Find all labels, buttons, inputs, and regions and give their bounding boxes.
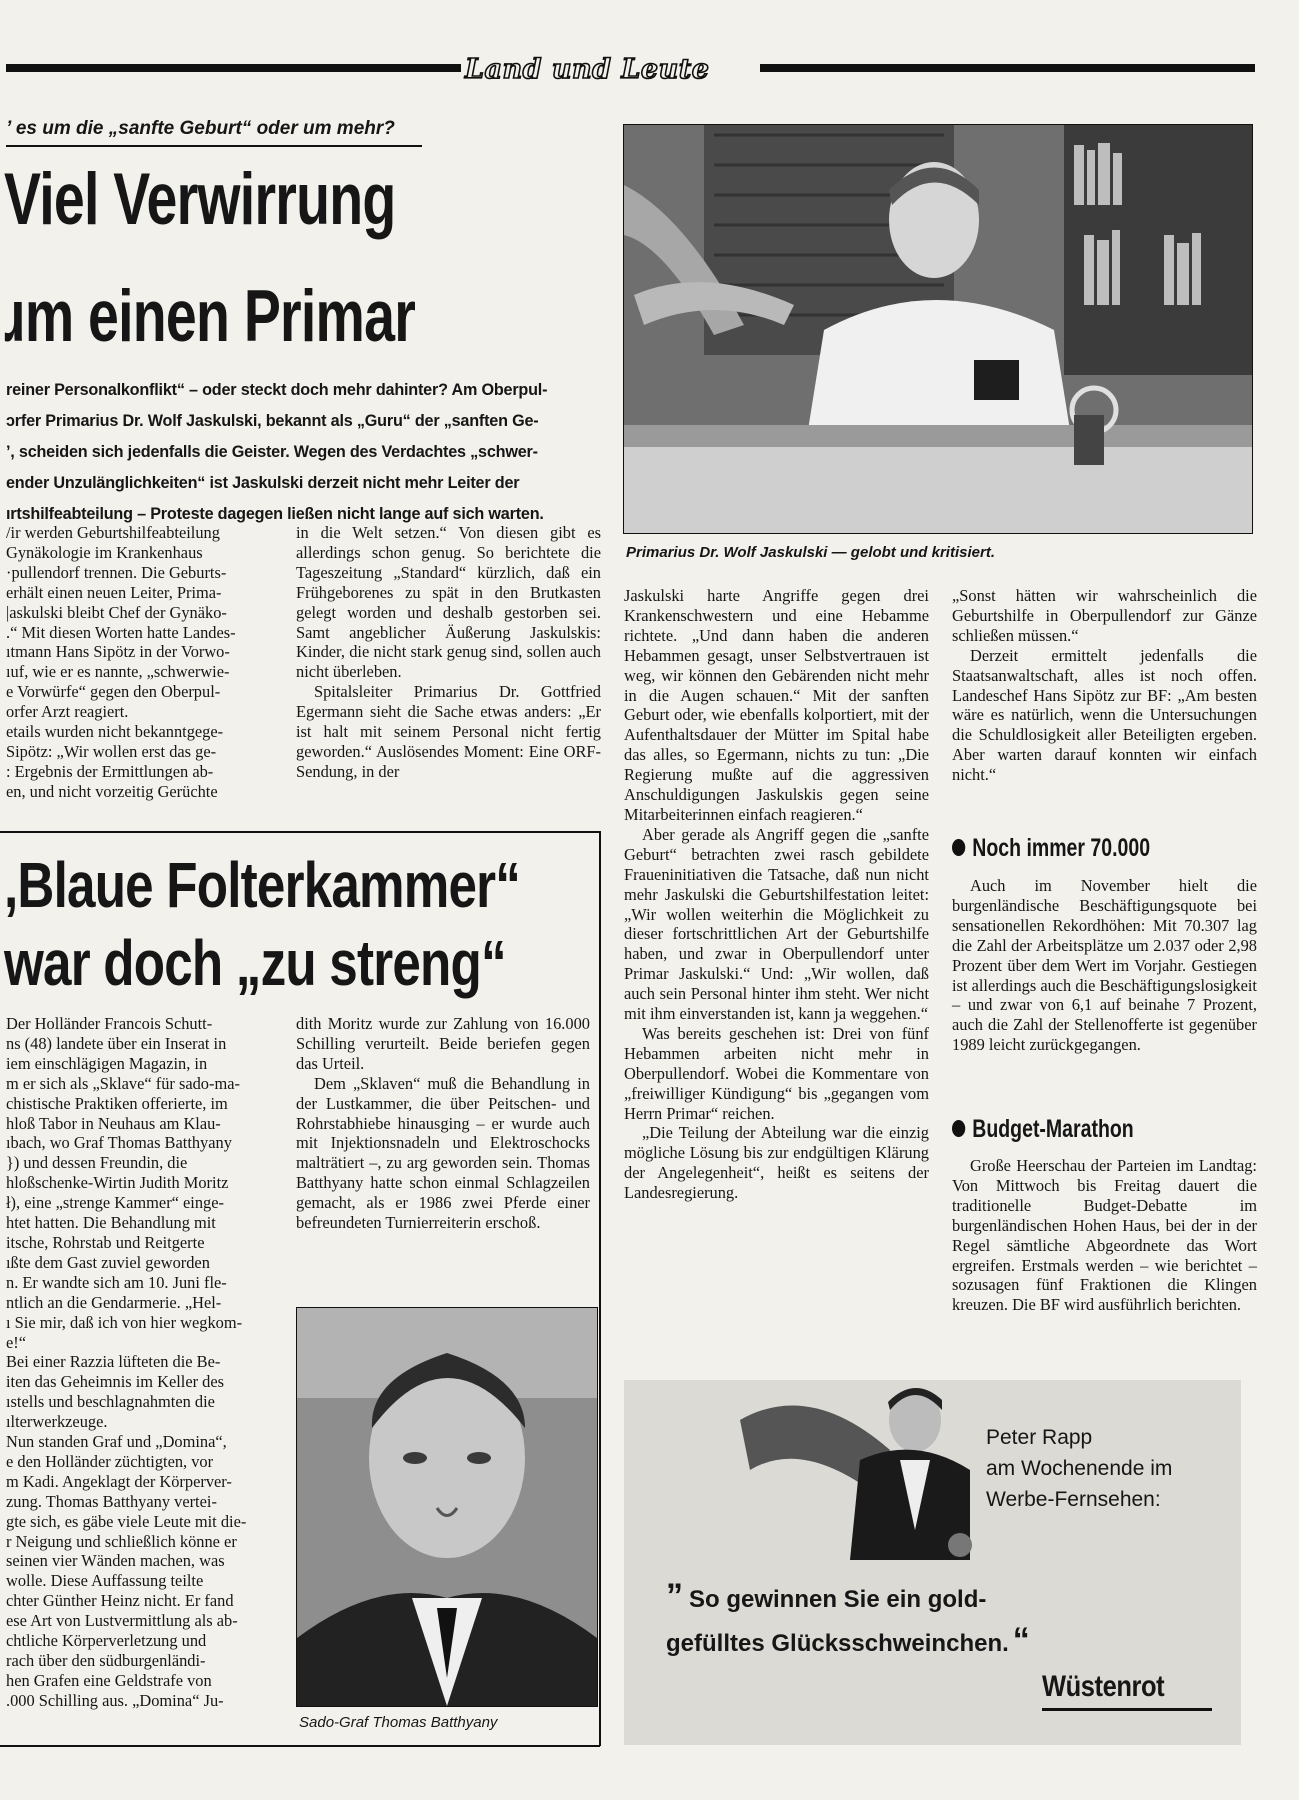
paragraph: Derzeit ermittelt jedenfalls die Staatsanwaltschaft, alles ist noch offen. Landeschef Hans Sipötz zur BF: „Am besten wäre es natürlich, wenn die Untersuchungen die Schuldlosigkeit aller Beteiligten ergeben. Aber warten darauf konnten wir einfach nicht.“ (952, 645, 1257, 785)
text-line: ıstells und beschlagnahmten die (6, 1392, 215, 1412)
text-line: ns (48) landete über ein Inserat in (6, 1033, 227, 1053)
text-line: e!“ (6, 1332, 27, 1352)
advert-quote-line: So gewinnen Sie ein gold- (689, 1586, 987, 1613)
text-line: }) und dessen Freundin, die (6, 1153, 188, 1173)
article1-headline-line2: ɹm einen Primar (4, 276, 416, 357)
advert-brand-logo: Wüstenrot (1042, 1670, 1165, 1703)
article1-column1 (6, 523, 274, 802)
text-line: ·pullendorf trennen. Die Geburts- (6, 562, 227, 582)
text-line: chistische Praktiken offerierte, im (6, 1093, 228, 1113)
paragraph: „Die Teilung der Abteilung war die einzig mögliche Lösung bis zur endgültigen Klärung der Angelegenheit“, heißt es seitens der Landesregierung. (624, 1123, 929, 1203)
text-line: m er sich als „Sklave“ für sado-ma- (6, 1073, 240, 1093)
article1-lead (6, 375, 602, 530)
paragraph: dith Moritz wurde zur Zahlung von 16.000 Schilling verurteilt. Beide beriefen gegen das Urteil. (296, 1014, 590, 1073)
lead-line: ender Unzulänglichkeiten“ ist Jaskulski derzeit nicht mehr Leiter der (6, 474, 520, 492)
bullet-icon (952, 1120, 965, 1137)
text-line: zung. Thomas Batthyany vertei- (6, 1491, 217, 1511)
text-line: m Kadi. Angeklagt der Körperver- (6, 1471, 232, 1491)
paragraph: Große Heerschau der Parteien im Landtag: Von Mittwoch bis Freitag dauert die traditionelle Budget-Debatte im burgenländischen Hohen Haus, bei der in der Regel sämtliche Abgeordnete das Wort ergreifen. Erstmals werden – wie berichtet – sozusagen fünf Fraktionen die Klingen kreuzen. Die BF wird ausführlich berichten. (952, 1156, 1257, 1315)
brand-underline (1042, 1708, 1212, 1711)
text-line: itsche, Rohrstab und Reitgerte (6, 1232, 205, 1252)
text-line: /ir werden Geburtshilfeabteilung (6, 523, 220, 542)
paragraph: Spitalsleiter Primarius Dr. Gottfried Egermann sieht die Sache etwas anders: „Er ist halt mit seinem Personal nicht fertig geworden.“ Auslösendes Moment: Eine ORF-Sendung, in der (296, 682, 601, 781)
text-line: |askulski bleibt Chef der Gynäko- (6, 602, 227, 622)
article2-headline-line2: war doch „zu streng“ (4, 927, 506, 999)
news2-body (952, 1156, 1257, 1315)
text-line: chter Günther Heinz nicht. Er fand (6, 1591, 234, 1611)
paragraph: Dem „Sklaven“ muß die Behandlung in der Lustkammer, die über Peitschen- und Rohrstabhiebe hinausging – er wurde auch mit Injektionsnadeln und Elektroschocks malträtiert –, zu arg geworden sein. Thomas Batthyany hatte schon einmal Schlagzeilen gemacht, als er 1986 zwei Pferde einer befreundeten Turnierreiterin erschoß. (296, 1073, 590, 1233)
advert-text-line: am Wochenende im (986, 1457, 1173, 1480)
text-line: etails wurden nicht bekanntgege- (6, 722, 224, 742)
article2-frame-right (599, 831, 601, 1746)
text-line: ıbach, wo Graf Thomas Batthyany (6, 1133, 232, 1153)
text-line: Sipötz: „Wir wollen erst das ge- (6, 741, 217, 761)
paragraph: Jaskulski harte Angriffe gegen drei Krankenschwestern und eine Hebamme richtete. „Und dann haben die anderen Hebammen gesagt, unser Selbstvertrauen ist weg, wir können den Gebärenden nicht mehr in die Augen schauen.“ Mit der sanften Geburt oder, wie ebenfalls kolportiert, mit der Aufenthaltsdauer der Mütter im Spital habe das alles, so Egermann, nichts zu tun: „Die Regierung mußte auf die aggressiven Anschuldigungen Jaskulskis gegen seine Mitarbeiterinnen einfach reagieren.“ (624, 586, 929, 824)
office-scene-image (624, 125, 1252, 533)
text-line: hen Grafen eine Geldstrafe von (6, 1670, 212, 1690)
text-line: ıuf, wie er es nannte, „schwerwie- (6, 662, 230, 682)
photo-batthyany (296, 1307, 598, 1707)
paragraph: „Sonst hätten wir wahrscheinlich die Geburtshilfe in Oberpullendorf zur Gänze schließen müssen.“ (952, 586, 1257, 645)
section-rule-right (760, 64, 1255, 72)
news1-heading-text: Noch immer 70.000 (972, 834, 1151, 862)
text-line: .“ Mit diesen Worten hatte Landes- (6, 622, 236, 642)
text-line: ılterwerkzeuge. (6, 1412, 108, 1432)
article2-frame-bottom (0, 1745, 600, 1747)
open-quote-icon: ” (666, 1577, 683, 1615)
text-line: wolle. Diese Auffassung teilte (6, 1571, 204, 1591)
news1-heading (952, 834, 1150, 863)
text-line: ı Sie mir, daß ich von hier wegkom- (6, 1312, 243, 1332)
text-line: ł), eine „strenge Kammer“ einge- (6, 1193, 224, 1213)
lead-line: ɔrfer Primarius Dr. Wolf Jaskulski, bekannt als „Guru“ der „sanften Ge- (6, 412, 539, 430)
text-line: ıßte dem Gast zuviel geworden (6, 1252, 210, 1272)
news1-body (952, 876, 1257, 1055)
text-line: e den Holländer züchtigten, vor (6, 1451, 214, 1471)
text-line: orfer Arzt reagiert. (6, 702, 129, 722)
article1-headline-line1: Viel Verwirrung (4, 159, 396, 240)
section-rule-left (6, 64, 461, 72)
article1-column4 (952, 586, 1257, 785)
text-line: : Ergebnis der Ermittlungen ab- (6, 761, 214, 781)
text-line: ese Art von Lustvermittlung als ab- (6, 1611, 238, 1631)
text-line: r Neigung und schließlich könne er (6, 1531, 237, 1551)
close-quote-icon: “ (1012, 1621, 1030, 1659)
advert-quote (666, 1576, 1030, 1664)
text-line: en, und nicht vorzeitig Gerüchte (6, 781, 218, 801)
text-line: hloß Tabor in Neuhaus am Klau- (6, 1113, 221, 1133)
text-line: n. Er wandte sich am 10. Juni fle- (6, 1272, 227, 1292)
text-line: Nun standen Graf und „Domina“, (6, 1432, 227, 1452)
portrait-image (297, 1308, 597, 1706)
text-line: iten das Geheimnis im Keller des (6, 1372, 225, 1392)
text-line: Bei einer Razzia lüfteten die Be- (6, 1352, 221, 1372)
news2-heading (952, 1115, 1134, 1144)
article2-column2 (296, 1014, 590, 1233)
text-line: ntlich an die Gendarmerie. „Hel- (6, 1292, 222, 1312)
text-line: Der Holländer Francois Schutt- (6, 1014, 213, 1033)
article1-kicker: ’ es um die „sanfte Geburt“ oder um mehr? (6, 118, 395, 139)
paragraph: Auch im November hielt die burgenländische Beschäftigungsquote bei sensationellen Rekordhöhen: Mit 70.307 lag die Zahl der Arbeitsplätze um 2.037 oder 2,98 Prozent über dem Wert im Vorjahr. Gestiegen ist allerdings auch die Beschäftigungslosigkeit – und zwar von 6,1 auf beinahe 7 Prozent, auch die Zahl der Stellenofferte ist gegenüber 1989 leicht zurückgegangen. (952, 876, 1257, 1055)
article2-frame-top (0, 831, 600, 833)
bullet-icon (952, 839, 965, 856)
photo-jaskulski-caption: Primarius Dr. Wolf Jaskulski — gelobt und kritisiert. (626, 544, 995, 561)
article1-column3 (624, 586, 929, 1203)
text-line: htet hatten. Die Behandlung mit (6, 1213, 216, 1233)
text-line: seinen vier Wänden machen, was (6, 1551, 225, 1571)
paragraph: in die Welt setzen.“ Von diesen gibt es allerdings schon genug. So berichtete die Tageszeitung „Standard“ kürzlich, daß ein Frühgeborenes zu spät in den Brutkasten gelegt worden und deshalb gestorben sei. Samt angeblicher Äußerung Jaskulskis: Kinder, die nicht stark genug sind, sollen auch nicht überleben. (296, 523, 601, 682)
advert-quote-line: gefülltes Glücksschweinchen. (666, 1630, 1009, 1657)
text-line: .000 Schilling aus. „Domina“ Ju- (6, 1690, 224, 1710)
lead-line: reiner Personalkonflikt“ – oder steckt doch mehr dahinter? Am Oberpul- (6, 381, 548, 399)
photo-jaskulski (623, 124, 1253, 534)
text-line: ıtmann Hans Sipötz in der Vorwo- (6, 642, 230, 662)
lead-line: ırtshilfeabteilung – Proteste dagegen ließen nicht lange auf sich warten. (6, 505, 544, 523)
advert-text (986, 1422, 1172, 1515)
paragraph: Aber gerade als Angriff gegen die „sanfte Geburt“ betrachten zwei rasch gebildete Fraueninitiativen die Tatsache, daß nun nicht mehr Jaskulski die Geburtshilfestation leitet: „Wir wollen weiterhin die Möglichkeit zu dieser fortschrittlichen Art der Geburtshilfe haben, und zwar in Oberpullendorf unter Primar Jaskulski.“ Und: „Wir wollen, daß auch sein Personal hinter ihm steht. Wer nicht mit ihm einverstanden ist, kann ja weggehen.“ (624, 824, 929, 1024)
lead-line: ’, scheiden sich jedenfalls die Geister. Wegen des Verdachtes „schwer- (6, 443, 538, 461)
section-title: Land und Leute (465, 54, 710, 85)
advert-presenter-image (720, 1380, 980, 1560)
paragraph: Was bereits geschehen ist: Drei von fünf Hebammen arbeiten nicht mehr in Oberpullendorf. Wobei die Kommentare von „freiwilliger Kündigung“ bis „gegangen vom Herrn Primar“ reichen. (624, 1023, 929, 1123)
kicker-underline (6, 145, 422, 147)
news2-heading-text: Budget-Marathon (972, 1115, 1134, 1143)
photo-batthyany-caption: Sado-Graf Thomas Batthyany (299, 1714, 498, 1731)
text-line: gte sich, es gäbe viele Leute mit die- (6, 1511, 247, 1531)
article1-column2 (296, 523, 601, 782)
text-line: rach über den südburgenländi- (6, 1651, 206, 1670)
article2-headline-line1: ,Blaue Folterkammer“ (4, 849, 521, 921)
text-line: iem einschlägigen Magazin, in (6, 1053, 208, 1073)
text-line: hloßschenke-Wirtin Judith Moritz (6, 1173, 229, 1193)
advert-text-line: Werbe-Fernsehen: (986, 1488, 1161, 1511)
text-line: Gynäkologie im Krankenhaus (6, 542, 203, 562)
text-line: chtliche Körperverletzung und (6, 1631, 207, 1651)
text-line: erhält einen neuen Leiter, Prima- (6, 582, 222, 602)
advert-text-line: Peter Rapp (986, 1426, 1093, 1449)
text-line: e Vorwürfe“ gegen den Oberpul- (6, 682, 221, 702)
article2-column1 (6, 1014, 274, 1711)
